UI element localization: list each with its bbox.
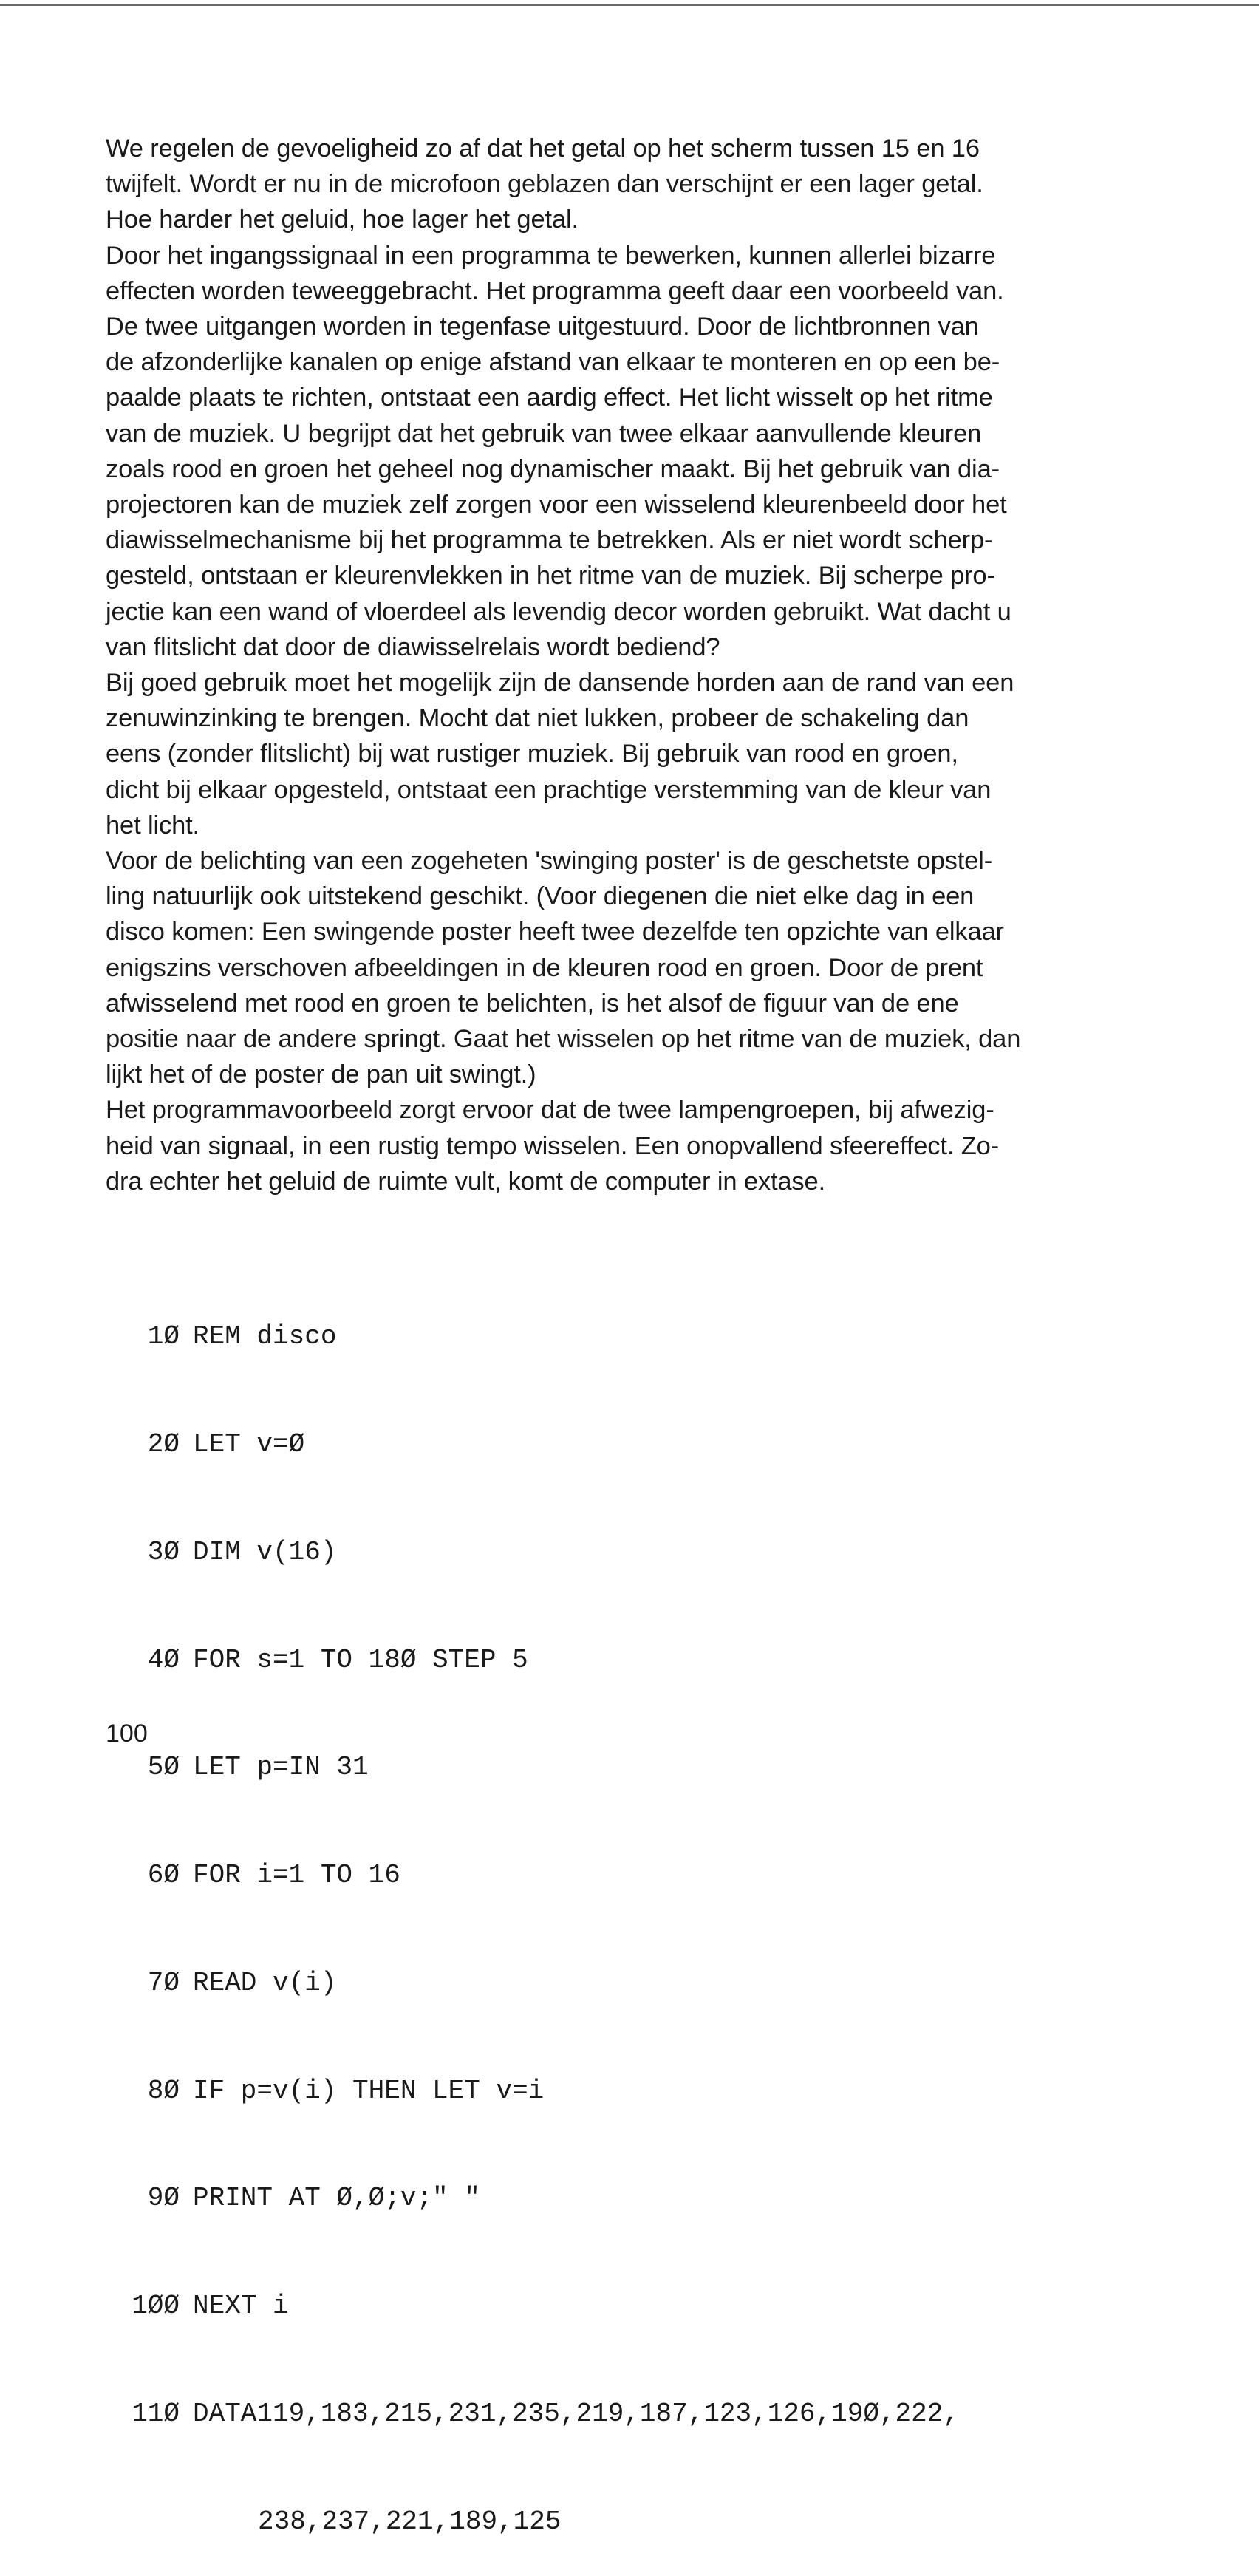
text-line: gesteld, ontstaan er kleurenvlekken in het ritme van de muziek. Bij scherpe pro- — [106, 562, 995, 590]
text-line: enigszins verschoven afbeeldingen in de kleuren rood en groen. Door de prent — [106, 953, 983, 982]
line-number: 1Ø — [147, 1321, 180, 1352]
line-number: 7Ø — [147, 1967, 180, 1998]
text-line: eens (zonder flitslicht) bij wat rustiger muziek. Bij gebruik van rood en groen, — [106, 740, 958, 769]
code-statement: IF p=v(i) THEN LET v=i — [193, 2075, 545, 2106]
code-line — [122, 1643, 959, 1679]
basic-program-listing — [122, 1247, 959, 2576]
code-statement: NEXT i — [193, 2291, 289, 2322]
text-line: van de muziek. U begrijpt dat het gebruik van twee elkaar aanvullende kleuren — [106, 419, 982, 448]
code-statement: FOR i=1 TO 16 — [193, 1860, 400, 1891]
text-line: zenuwinzinking te brengen. Mocht dat niet lukken, probeer de schakeling dan — [106, 704, 969, 733]
code-line — [122, 1858, 959, 1894]
line-number: 8Ø — [147, 2075, 180, 2106]
code-line — [122, 1319, 959, 1355]
text-line: het licht. — [106, 811, 199, 839]
line-number: 1ØØ — [132, 2291, 180, 2322]
text-line: Het programmavoorbeeld zorgt ervoor dat de twee lampengroepen, bij afwezig- — [106, 1096, 994, 1125]
text-line: dra echter het geluid de ruimte vult, komt de computer in extase. — [106, 1167, 826, 1196]
code-statement: DATA119,183,215,231,235,219,187,123,126,19Ø,222, — [193, 2399, 959, 2429]
text-line: projectoren kan de muziek zelf zorgen voor een wisselend kleurenbeeld door het — [106, 491, 1007, 519]
text-line: We regelen de gevoeligheid zo af dat het getal op het scherm tussen 15 en 16 — [106, 134, 980, 163]
code-statement: LET v=Ø — [193, 1428, 305, 1459]
line-number: 4Ø — [147, 1644, 180, 1675]
text-line: Hoe harder het geluid, hoe lager het getal. — [106, 205, 579, 234]
text-line: Voor de belichting van een zogeheten 'swinging poster' is de geschetste opstel- — [106, 847, 993, 876]
text-line: jectie kan een wand of vloerdeel als levendig decor worden gebruikt. Wat dacht u — [106, 597, 1011, 626]
top-rule — [0, 4, 1259, 6]
text-line: Bij goed gebruik moet het mogelijk zijn de dansende horden aan de rand van een — [106, 669, 1014, 698]
code-line — [122, 1535, 959, 1571]
text-line: afwisselend met rood en groen te belichten, is het alsof de figuur van de ene — [106, 989, 959, 1018]
text-line: lijkt het of de poster de pan uit swingt.) — [106, 1060, 536, 1089]
text-line: positie naar de andere springt. Gaat het wisselen op het ritme van de muziek, dan — [106, 1025, 1021, 1054]
body-text — [106, 131, 1125, 1199]
text-line: ling natuurlijk ook uitstekend geschikt. (Voor diegenen die niet elke dag in een — [106, 882, 975, 911]
line-number: 3Ø — [147, 1536, 180, 1567]
code-line — [122, 2074, 959, 2110]
code-statement: READ v(i) — [193, 1967, 337, 1998]
text-line: twijfelt. Wordt er nu in de microfoon geblazen dan verschijnt er een lager getal. — [106, 170, 983, 199]
line-number: 11Ø — [132, 2399, 180, 2429]
text-line: diawisselmechanisme bij het programma te betrekken. Als er niet wordt scherp- — [106, 526, 993, 555]
code-line — [122, 1966, 959, 2002]
code-line — [122, 2181, 959, 2217]
code-statement: FOR s=1 TO 18Ø STEP 5 — [193, 1644, 528, 1675]
line-number: 5Ø — [147, 1752, 180, 1783]
text-line: disco komen: Een swingende poster heeft twee dezelfde ten opzichte van elkaar — [106, 918, 1004, 947]
code-line — [122, 2289, 959, 2325]
code-statement: DIM v(16) — [193, 1536, 337, 1567]
text-line: zoals rood en groen het geheel nog dynamischer maakt. Bij het gebruik van dia- — [106, 454, 1000, 483]
text-line: effecten worden teweeggebracht. Het programma geeft daar een voorbeeld van. — [106, 276, 1004, 305]
text-line: de afzonderlijke kanalen op enige afstand van elkaar te monteren en op een be- — [106, 348, 1000, 377]
text-line: dicht bij elkaar opgesteld, ontstaat een prachtige verstemming van de kleur van — [106, 775, 992, 804]
line-number: 9Ø — [147, 2183, 180, 2214]
page-number: 100 — [106, 1720, 148, 1748]
text-line: van flitslicht dat door de diawisselrelais wordt bediend? — [106, 633, 720, 661]
text-line: heid van signaal, in een rustig tempo wisselen. Een onopvallend sfeereffect. Zo- — [106, 1131, 1000, 1160]
code-statement: LET p=IN 31 — [193, 1752, 369, 1783]
text-line: paalde plaats te richten, ontstaat een aardig effect. Het licht wisselt op het ritme — [106, 384, 993, 412]
line-number: 6Ø — [147, 1860, 180, 1891]
text-line: Door het ingangssignaal in een programma te bewerken, kunnen allerlei bizarre — [106, 241, 996, 270]
code-line — [122, 2396, 959, 2433]
code-line — [122, 1427, 959, 1463]
text-line: De twee uitgangen worden in tegenfase uitgestuurd. Door de lichtbronnen van — [106, 313, 979, 341]
code-line — [122, 1750, 959, 1786]
code-continuation: 238,237,221,189,125 — [258, 2506, 562, 2537]
line-number: 2Ø — [147, 1428, 180, 1459]
code-statement: PRINT AT Ø,Ø;v;" " — [193, 2183, 480, 2214]
code-statement: REM disco — [193, 1321, 337, 1352]
